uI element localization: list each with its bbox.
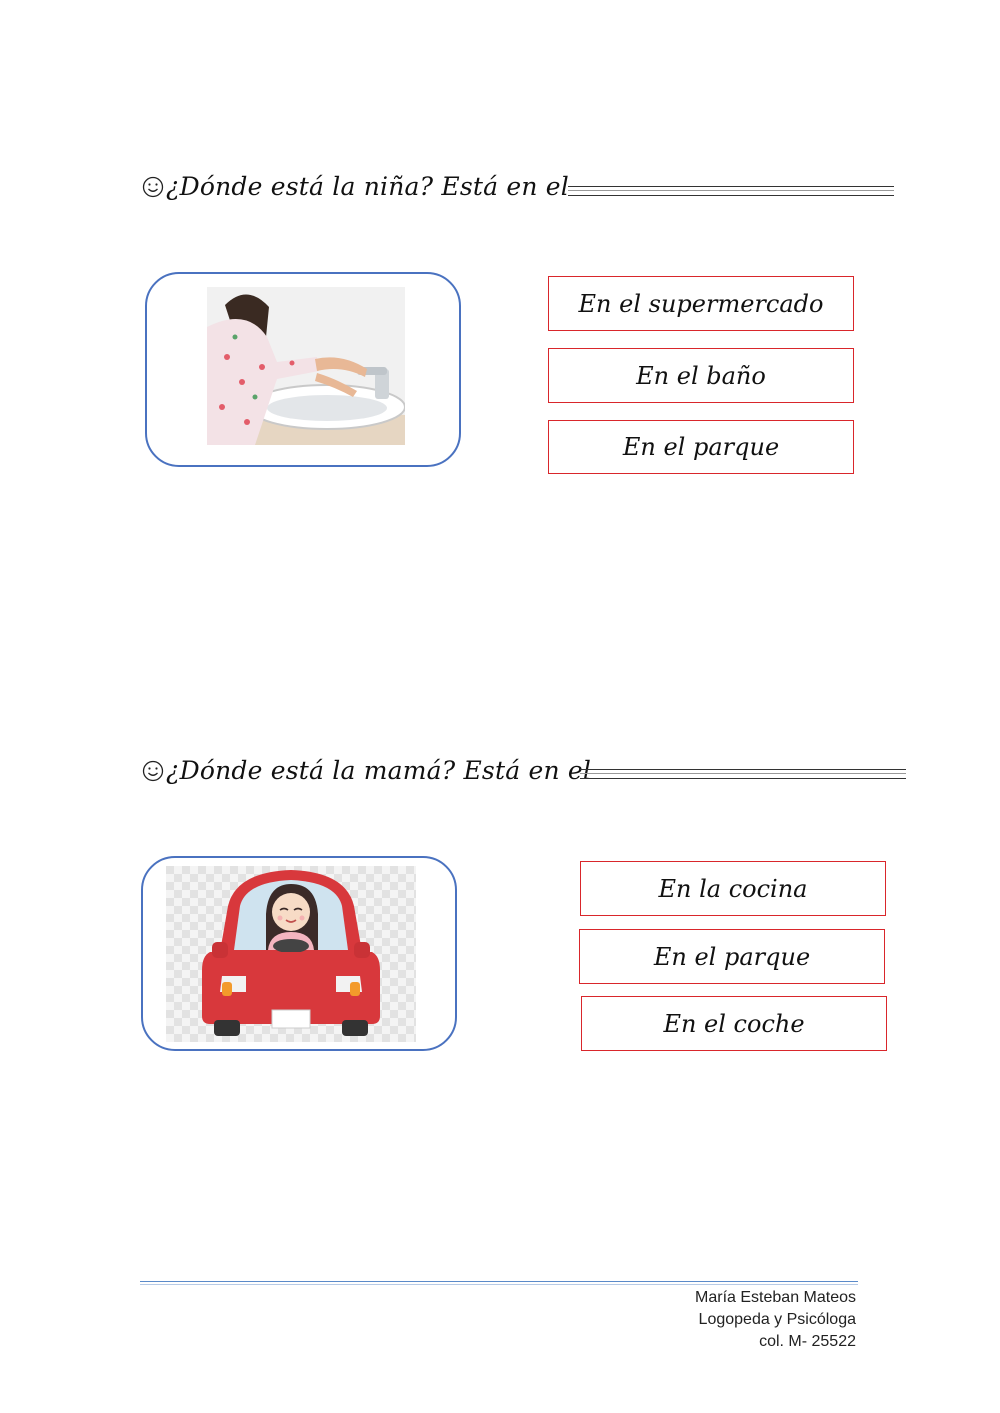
smiley-icon (142, 760, 164, 782)
option-button[interactable]: En el parque (548, 420, 854, 474)
girl-washing-hands-image (207, 287, 405, 445)
option-button[interactable]: En el baño (548, 348, 854, 403)
option-button[interactable]: En el coche (581, 996, 887, 1051)
option-button[interactable]: En el parque (579, 929, 885, 984)
question-2-prompt (142, 756, 591, 785)
author-license: col. M- 25522 (759, 1333, 856, 1350)
author-name: María Esteban Mateos (695, 1289, 856, 1306)
answer-line-2[interactable] (580, 769, 906, 779)
mother-driving-car-image (166, 866, 416, 1042)
option-button[interactable]: En la cocina (580, 861, 886, 916)
question-text: ¿Dónde está la niña? Está en el (166, 172, 569, 201)
author-role: Logopeda y Psicóloga (698, 1311, 856, 1328)
footer-signature (695, 1287, 856, 1353)
footer-rule (140, 1281, 858, 1285)
answer-line-1[interactable] (568, 186, 894, 196)
option-button[interactable]: En el supermercado (548, 276, 854, 331)
smiley-icon (142, 176, 164, 198)
question-text: ¿Dónde está la mamá? Está en el (166, 756, 592, 785)
question-1-prompt (142, 172, 569, 201)
